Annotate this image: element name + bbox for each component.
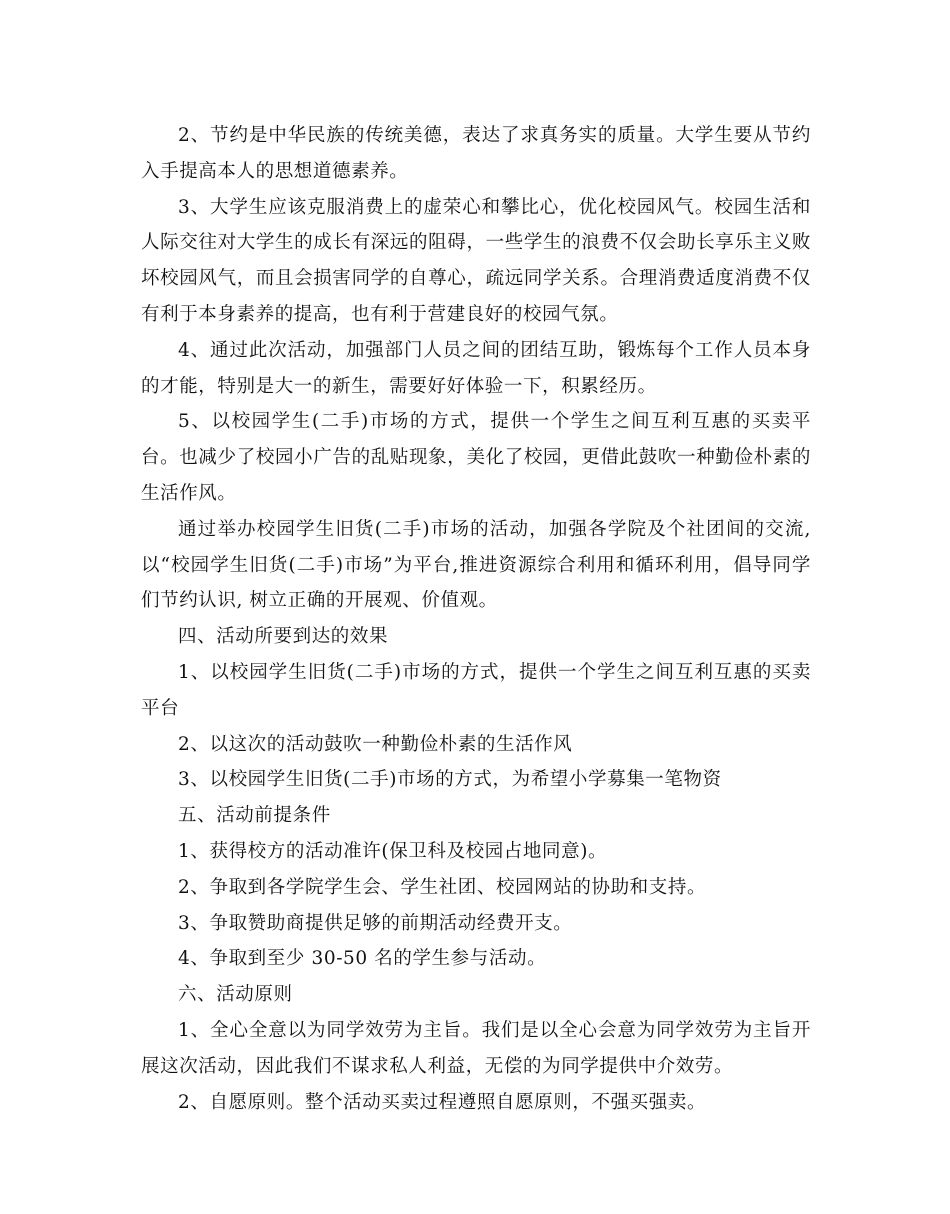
- list-item-principle-1: 1、全心全意以为同学效劳为主旨。我们是以全心会意为同学效劳为主旨开展这次活动，因此我们不谋求私人利益，无偿的为同学提供中介效劳。: [141, 1019, 811, 1077]
- list-item-prerequisite-3: 3、争取赞助商提供足够的前期活动经费开支。: [178, 912, 573, 934]
- paragraph-team-unity: 4、通过此次活动，加强部门人员之间的团结互助，锻炼每个工作人员本身的才能，特别是大一的新生，需要好好体验一下，积累经历。: [141, 339, 811, 397]
- list-item-prerequisite-1: 1、获得校方的活动准许(保卫科及校园占地同意)。: [178, 840, 608, 862]
- list-item-effect-2: 2、以这次的活动鼓吹一种勤俭朴素的生活作风: [178, 733, 573, 755]
- paragraph-frugality-virtue: 2、节约是中华民族的传统美德，表达了求真务实的质量。大学生要从节约入手提高本人的思想道德素养。: [141, 125, 811, 182]
- list-item-effect-3: 3、以校园学生旧货(二手)市场的方式，为希望小学募集一笔物资: [178, 769, 722, 791]
- section-heading-principles: 六、活动原则: [178, 984, 293, 1006]
- paragraph-trading-platform: 5、以校园学生(二手)市场的方式，提供一个学生之间互利互惠的买卖平台。也减少了校园小广告的乱贴现象，美化了校园，更借此鼓吹一种勤俭朴素的生活作风。: [141, 411, 811, 504]
- paragraph-overcome-vanity: 3、大学生应该克服消费上的虚荣心和攀比心，优化校园风气。校园生活和人际交往对大学生的成长有深远的阻碍，一些学生的浪费不仅会助长享乐主义败坏校园风气，而且会损害同学的自尊心，疏远同学关系。合理消费适度消费不仅有利于本身素养的提高，也有利于营建良好的校园气氛。: [141, 196, 811, 325]
- section-heading-prerequisites: 五、活动前提条件: [178, 805, 331, 827]
- list-item-principle-2: 2、自愿原则。整个活动买卖过程遵照自愿原则，不强买强卖。: [178, 1091, 707, 1113]
- list-item-prerequisite-4: 4、争取到至少 30-50 名的学生参与活动。: [178, 948, 547, 970]
- list-item-effect-1: 1、以校园学生旧货(二手)市场的方式，提供一个学生之间互利互惠的买卖平台: [141, 661, 811, 719]
- list-item-prerequisite-2: 2、争取到各学院学生会、学生社团、校园网站的协助和支持。: [178, 876, 707, 898]
- section-heading-expected-effects: 四、活动所要到达的效果: [178, 626, 389, 648]
- paragraph-market-summary: 通过举办校园学生旧货(二手)市场的活动，加强各学院及个社团间的交流, 以“校园学生旧货(二手)市场”为平台,推进资源综合利用和循环利用，倡导同学们节约认识, 树立正确的开展观、价值观。: [141, 518, 811, 612]
- document-body: [141, 118, 811, 1120]
